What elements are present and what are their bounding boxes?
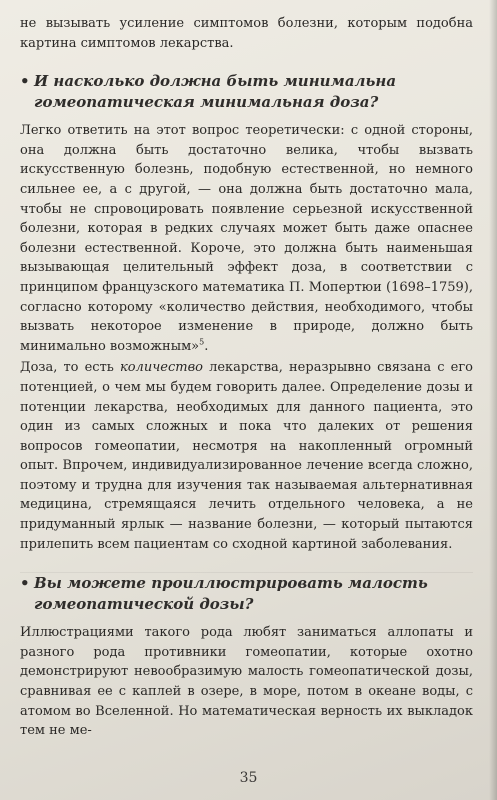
page-number: 35	[239, 770, 258, 786]
intro-paragraph: не вызывать усиление симптомов болезни, которым подобна картина симптомов лекарства.	[20, 16, 473, 51]
answer-1-end: .	[204, 338, 209, 354]
question-heading-2	[20, 573, 473, 615]
answer-1-text: Легко ответить на этот вопрос теоретически: с одной стороны, она должна быть достаточно велика, чтобы вызвать искусственную болезнь, подобную естественной, но немного сильнее ее, а с другой, — она должна быть достаточно мала, чтобы не спровоцировать появление серьезной искусственной болезни, которая в редких случаях может быть даже опаснее болезни естественной. Короче, это должна быть наименьшая вызывающая целительный эффект доза, в соответствии с принципом французского математика П. Мопертюи (1698–1759), согласно которому «количество действия, необходимого, чтобы вызвать некоторое изменение в природе, должно быть минимально возможным»	[20, 123, 473, 354]
bullet-1: •	[20, 72, 30, 91]
question-2-text: Вы можете проиллюстрировать малость гомеопатической дозы?	[34, 574, 428, 614]
answer-2-rest: лекарства, неразрывно связана с его потенцией, о чем мы будем говорить далее. Определение дозы и потенции лекарства, необходимых для данного пациента, это один из самых сложных и пока что далеких от решения вопросов гомеопатии, несмотря на накопленный огромный опыт. Впрочем, индивидуализированное лечение всегда сложно, поэтому и трудна для изучения так называемая альтернативная медицина, стремящаяся лечить отдельного человека, а не придуманный ярлык — название болезни, — который пытаются прилепить всем пациентам со сходной картиной заболевания.	[20, 360, 473, 552]
answer-paragraph-2	[20, 358, 473, 554]
answer-2-lead: Доза, то есть	[20, 360, 120, 376]
footnote-marker: 5	[199, 337, 205, 347]
bullet-2: •	[20, 574, 30, 593]
answer-paragraph-3: Иллюстрациями такого рода любят заниматься аллопаты и разного рода противники гомеопатии, которые охотно демонстрируют невообразимую малость гомеопатической дозы, сравнивая ее с каплей в озере, в море, потом в океане воды, с атомом во Вселенной. Но математическая верность их выкладок тем не ме-	[20, 625, 473, 739]
question-1-text: И насколько должна быть минимальна гомеопатическая минимальная доза?	[34, 72, 397, 112]
answer-2-emphasis: количество	[119, 360, 203, 376]
question-heading-1	[20, 71, 473, 113]
answer-paragraph-1	[20, 121, 473, 356]
page-edge-shadow	[489, 0, 497, 800]
